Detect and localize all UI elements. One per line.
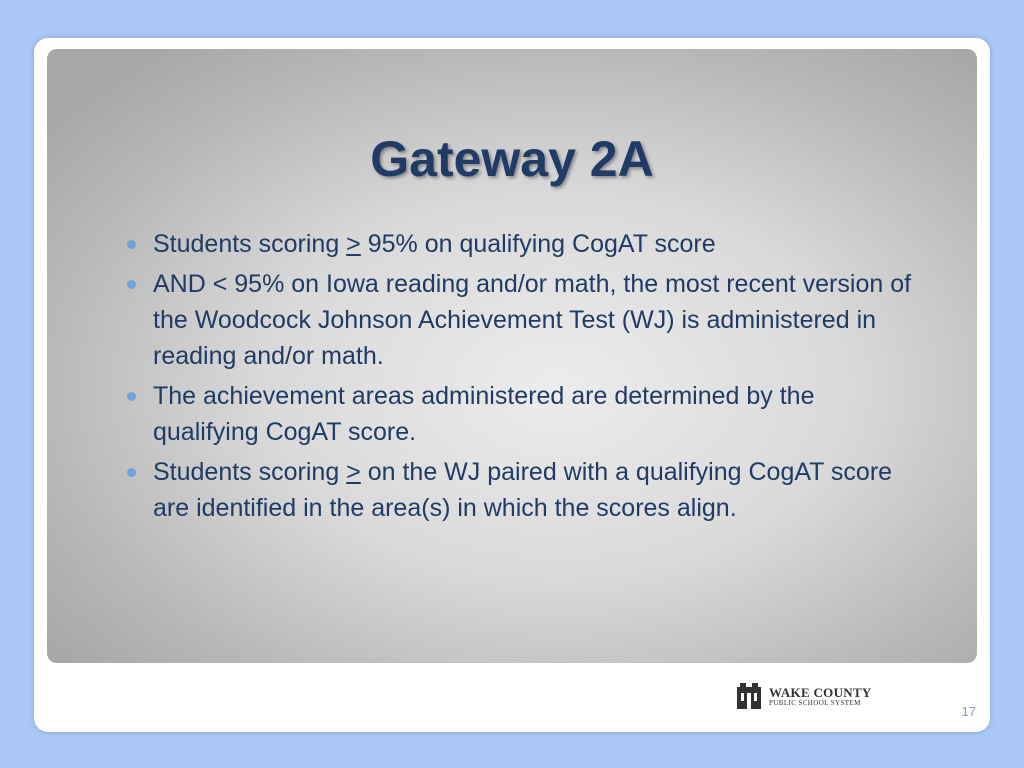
bullet-text-part: Students scoring — [153, 458, 347, 486]
bullet-item — [125, 266, 925, 374]
greater-equal-symbol: > — [346, 458, 361, 486]
page-number: 17 — [961, 704, 976, 719]
bullet-text: The achievement areas administered are determined by the qualifying CogAT score. — [153, 382, 815, 446]
bullet-text: AND < 95% on Iowa reading and/or math, the most recent version of the Woodcock Johnson Achievement Test (WJ) is administered in reading and/or math. — [153, 270, 912, 370]
wake-county-logo — [736, 680, 896, 710]
logo-subtitle: PUBLIC SCHOOL SYSTEM — [769, 699, 861, 707]
bullet-icon — [127, 280, 136, 289]
bullet-item — [125, 378, 925, 450]
bullet-list — [125, 226, 925, 530]
bullet-icon — [127, 468, 136, 477]
greater-equal-symbol: > — [346, 230, 361, 258]
bullet-text-part: 95% on qualifying CogAT score — [360, 230, 716, 258]
bullet-text-part: on the WJ paired with a qualifying CogAT score are identified in the area(s) in which the scores align. — [153, 458, 893, 522]
school-building-icon — [736, 681, 762, 709]
slide-title: Gateway 2A — [370, 131, 654, 187]
bullet-icon — [127, 240, 136, 249]
bullet-item — [125, 454, 925, 526]
bullet-icon — [127, 392, 136, 401]
bullet-item — [125, 226, 925, 262]
logo-name: WAKE COUNTY — [769, 685, 872, 700]
bullet-text-part: Students scoring — [153, 230, 347, 258]
